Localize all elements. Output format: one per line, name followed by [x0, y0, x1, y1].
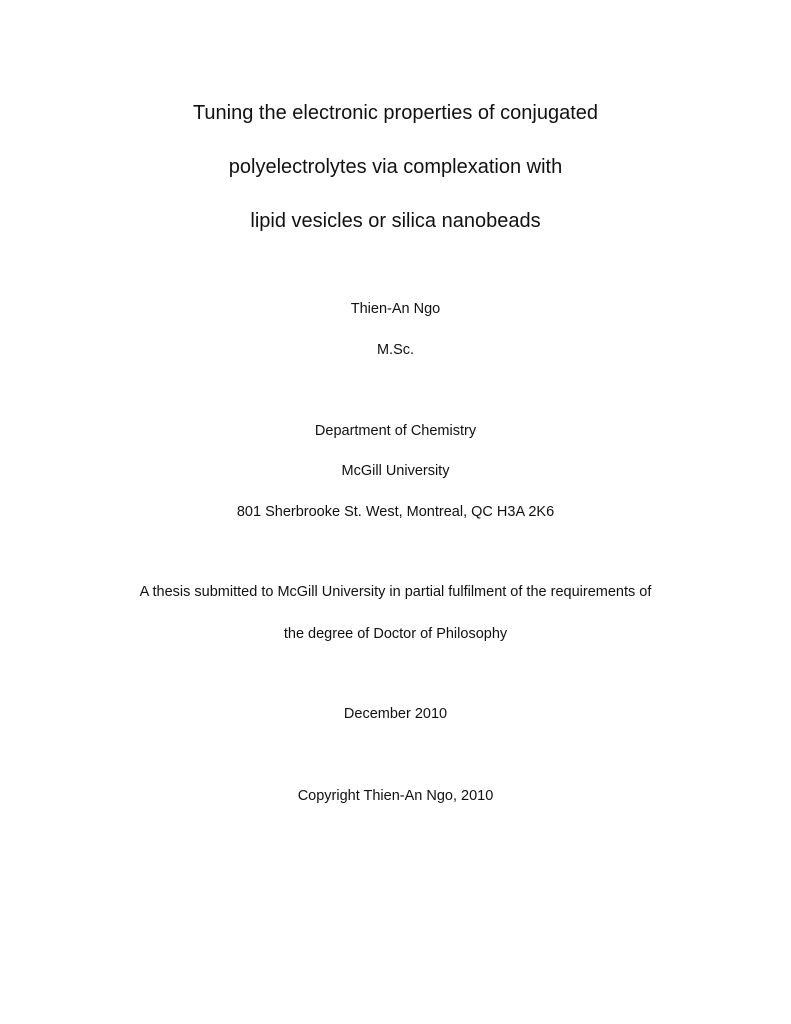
author-degree: M.Sc.	[376, 342, 415, 358]
university: McGill University	[341, 463, 450, 479]
author-name: Thien-An Ngo	[350, 301, 441, 317]
title-line-1: Tuning the electronic properties of conjugated	[192, 102, 599, 124]
copyright-notice: Copyright Thien-An Ngo, 2010	[297, 788, 494, 804]
title-line-2: polyelectrolytes via complexation with	[228, 156, 563, 178]
title-line-3: lipid vesicles or silica nanobeads	[250, 210, 541, 232]
submission-line-2: the degree of Doctor of Philosophy	[283, 626, 508, 642]
department: Department of Chemistry	[314, 423, 477, 439]
address: 801 Sherbrooke St. West, Montreal, QC H3A 2K6	[236, 504, 555, 520]
submission-date: December 2010	[343, 706, 448, 722]
submission-line-1: A thesis submitted to McGill University in partial fulfilment of the requirements of	[139, 584, 652, 600]
